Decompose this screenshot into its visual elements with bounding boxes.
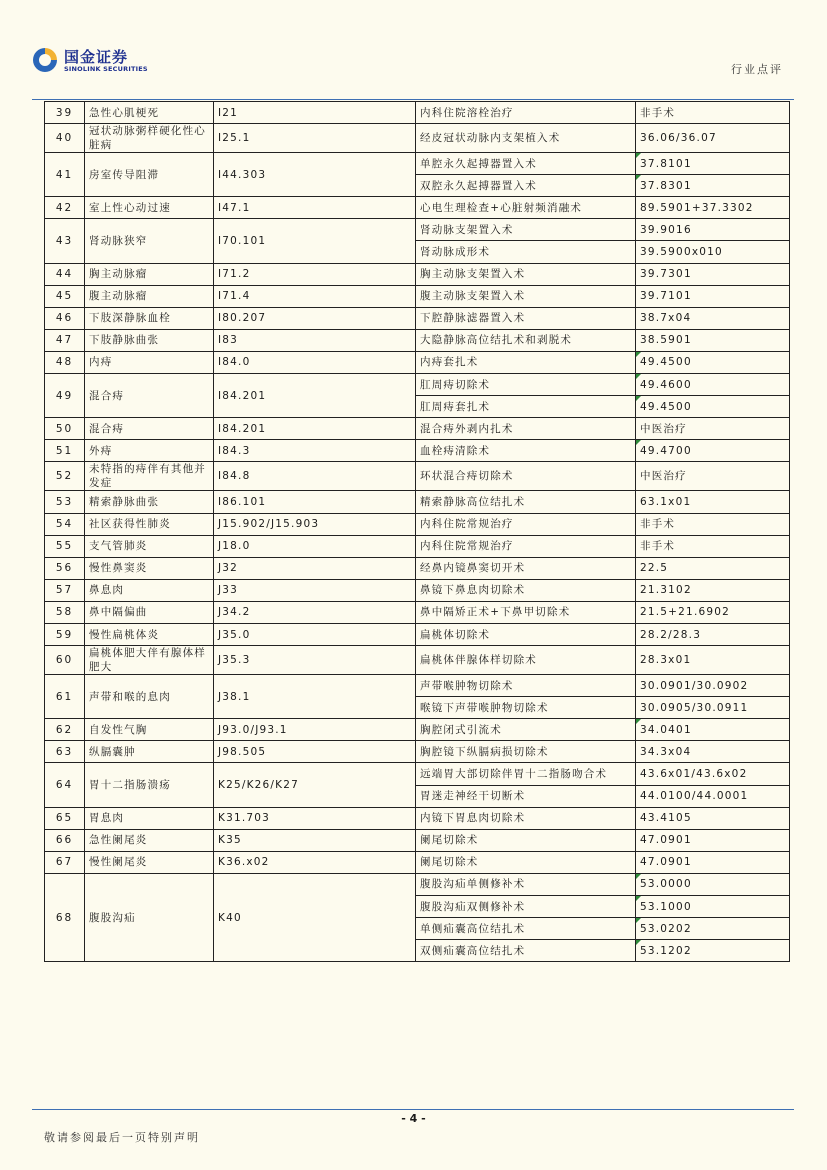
- procedure-cell: 内科住院常规治疗: [416, 535, 636, 557]
- procedure-cell: 扁桃体伴腺体样切除术: [416, 646, 636, 675]
- procedure-code-cell: 47.0901: [636, 851, 790, 873]
- procedure-code-cell: 38.5901: [636, 329, 790, 351]
- icd-code-cell: J35.3: [214, 646, 416, 675]
- row-number-cell: 62: [45, 719, 85, 741]
- disease-cell: 混合痔: [85, 374, 214, 418]
- procedure-code-cell: 44.0100/44.0001: [636, 785, 790, 807]
- icd-code-cell: J15.902/J15.903: [214, 513, 416, 535]
- icd-code-cell: I86.101: [214, 491, 416, 513]
- table-row: [45, 418, 790, 440]
- procedure-code-cell: 37.8101: [636, 153, 790, 175]
- procedure-code-cell: 21.3102: [636, 579, 790, 601]
- table-row: [45, 197, 790, 219]
- disease-cell: 慢性鼻窦炎: [85, 557, 214, 579]
- disease-cell: 肾动脉狭窄: [85, 219, 214, 263]
- disease-cell: 下肢深静脉血栓: [85, 307, 214, 329]
- disease-cell: 声带和喉的息肉: [85, 675, 214, 719]
- procedure-code-cell: 30.0901/30.0902: [636, 675, 790, 697]
- icd-code-cell: K40: [214, 873, 416, 961]
- disease-cell: 自发性气胸: [85, 719, 214, 741]
- procedure-cell: 内科住院溶栓治疗: [416, 102, 636, 124]
- table-row: [45, 440, 790, 462]
- procedure-cell: 声带喉肿物切除术: [416, 675, 636, 697]
- procedure-code-cell: 28.2/28.3: [636, 623, 790, 645]
- procedure-cell: 胸腔闭式引流术: [416, 719, 636, 741]
- procedure-code-cell: 53.1202: [636, 940, 790, 962]
- icd-code-cell: I83: [214, 329, 416, 351]
- disease-cell: 慢性阑尾炎: [85, 851, 214, 873]
- row-number-cell: 63: [45, 741, 85, 763]
- procedure-cell: 腹主动脉支架置入术: [416, 285, 636, 307]
- table-row: [45, 351, 790, 373]
- procedure-cell: 双腔永久起搏器置入术: [416, 175, 636, 197]
- procedure-code-cell: 30.0905/30.0911: [636, 697, 790, 719]
- procedure-code-cell: 36.06/36.07: [636, 124, 790, 153]
- table-row: [45, 329, 790, 351]
- procedure-cell: 经皮冠状动脉内支架植入术: [416, 124, 636, 153]
- procedure-code-cell: 43.4105: [636, 807, 790, 829]
- disease-cell: 鼻中隔偏曲: [85, 601, 214, 623]
- disease-cell: 社区获得性肺炎: [85, 513, 214, 535]
- row-number-cell: 47: [45, 329, 85, 351]
- row-number-cell: 45: [45, 285, 85, 307]
- disease-procedure-table: [44, 101, 790, 962]
- procedure-cell: 胃迷走神经干切断术: [416, 785, 636, 807]
- procedure-code-cell: 89.5901+37.3302: [636, 197, 790, 219]
- icd-code-cell: J34.2: [214, 601, 416, 623]
- icd-code-cell: J32: [214, 557, 416, 579]
- row-number-cell: 53: [45, 491, 85, 513]
- header-divider: [32, 99, 794, 100]
- row-number-cell: 40: [45, 124, 85, 153]
- disease-cell: 鼻息肉: [85, 579, 214, 601]
- icd-code-cell: I70.101: [214, 219, 416, 263]
- procedure-cell: 经鼻内镜鼻窦切开术: [416, 557, 636, 579]
- row-number-cell: 50: [45, 418, 85, 440]
- row-number-cell: 66: [45, 829, 85, 851]
- procedure-code-cell: 21.5+21.6902: [636, 601, 790, 623]
- procedure-cell: 内痔套扎术: [416, 351, 636, 373]
- row-number-cell: 46: [45, 307, 85, 329]
- procedure-code-cell: 47.0901: [636, 829, 790, 851]
- table-row: [45, 491, 790, 513]
- procedure-cell: 环状混合痔切除术: [416, 462, 636, 491]
- procedure-code-cell: 28.3x01: [636, 646, 790, 675]
- icd-code-cell: I71.2: [214, 263, 416, 285]
- procedure-code-cell: 53.0000: [636, 873, 790, 895]
- table-row: [45, 675, 790, 697]
- procedure-cell: 内科住院常规治疗: [416, 513, 636, 535]
- logo-english-name: SINOLINK SECURITIES: [64, 65, 148, 73]
- disease-cell: 房室传导阻滞: [85, 153, 214, 197]
- icd-code-cell: I21: [214, 102, 416, 124]
- disease-cell: 支气管肺炎: [85, 535, 214, 557]
- disease-cell: 下肢静脉曲张: [85, 329, 214, 351]
- row-number-cell: 64: [45, 763, 85, 807]
- table-row: [45, 374, 790, 396]
- row-number-cell: 58: [45, 601, 85, 623]
- icd-code-cell: I84.3: [214, 440, 416, 462]
- table-row: [45, 601, 790, 623]
- icd-code-cell: I47.1: [214, 197, 416, 219]
- procedure-cell: 心电生理检查+心脏射频消融术: [416, 197, 636, 219]
- icd-code-cell: J18.0: [214, 535, 416, 557]
- row-number-cell: 57: [45, 579, 85, 601]
- procedure-code-cell: 63.1x01: [636, 491, 790, 513]
- disease-cell: 腹股沟疝: [85, 873, 214, 961]
- icd-code-cell: K36.x02: [214, 851, 416, 873]
- procedure-cell: 单侧疝囊高位结扎术: [416, 918, 636, 940]
- table-row: [45, 124, 790, 153]
- table-row: [45, 763, 790, 785]
- table-row: [45, 741, 790, 763]
- procedure-cell: 阑尾切除术: [416, 851, 636, 873]
- procedure-cell: 喉镜下声带喉肿物切除术: [416, 697, 636, 719]
- table-row: [45, 535, 790, 557]
- table-row: [45, 263, 790, 285]
- row-number-cell: 43: [45, 219, 85, 263]
- procedure-cell: 血栓痔清除术: [416, 440, 636, 462]
- procedure-cell: 阑尾切除术: [416, 829, 636, 851]
- icd-code-cell: J93.0/J93.1: [214, 719, 416, 741]
- procedure-code-cell: 39.7101: [636, 285, 790, 307]
- icd-code-cell: I80.207: [214, 307, 416, 329]
- procedure-code-cell: 53.1000: [636, 896, 790, 918]
- procedure-cell: 肾动脉支架置入术: [416, 219, 636, 241]
- row-number-cell: 65: [45, 807, 85, 829]
- disease-cell: 腹主动脉瘤: [85, 285, 214, 307]
- disease-cell: 急性心肌梗死: [85, 102, 214, 124]
- procedure-cell: 内镜下胃息肉切除术: [416, 807, 636, 829]
- procedure-cell: 腹股沟疝单侧修补术: [416, 873, 636, 895]
- procedure-cell: 肛周痔切除术: [416, 374, 636, 396]
- disease-cell: 慢性扁桃体炎: [85, 623, 214, 645]
- disease-cell: 胃十二指肠溃疡: [85, 763, 214, 807]
- procedure-code-cell: 39.5900x010: [636, 241, 790, 263]
- table-row: [45, 646, 790, 675]
- procedure-cell: 腹股沟疝双侧修补术: [416, 896, 636, 918]
- table-row: [45, 579, 790, 601]
- icd-code-cell: J38.1: [214, 675, 416, 719]
- report-type: 行业点评: [731, 63, 783, 76]
- procedure-code-cell: 37.8301: [636, 175, 790, 197]
- icd-code-cell: I84.0: [214, 351, 416, 373]
- procedure-code-cell: 39.7301: [636, 263, 790, 285]
- procedure-cell: 胸主动脉支架置入术: [416, 263, 636, 285]
- procedure-cell: 鼻中隔矫正术+下鼻甲切除术: [416, 601, 636, 623]
- icd-code-cell: J98.505: [214, 741, 416, 763]
- icd-code-cell: I84.201: [214, 418, 416, 440]
- row-number-cell: 61: [45, 675, 85, 719]
- procedure-code-cell: 43.6x01/43.6x02: [636, 763, 790, 785]
- procedure-code-cell: 53.0202: [636, 918, 790, 940]
- disease-cell: 外痔: [85, 440, 214, 462]
- procedure-code-cell: 22.5: [636, 557, 790, 579]
- row-number-cell: 49: [45, 374, 85, 418]
- disease-cell: 胃息肉: [85, 807, 214, 829]
- row-number-cell: 41: [45, 153, 85, 197]
- procedure-cell: 肾动脉成形术: [416, 241, 636, 263]
- procedure-cell: 混合痔外剥内扎术: [416, 418, 636, 440]
- disease-cell: 急性阑尾炎: [85, 829, 214, 851]
- icd-code-cell: K35: [214, 829, 416, 851]
- procedure-code-cell: 34.0401: [636, 719, 790, 741]
- table-row: [45, 462, 790, 491]
- procedure-cell: 下腔静脉滤器置入术: [416, 307, 636, 329]
- table-row: [45, 623, 790, 645]
- logo-chinese-name: 国金证券: [64, 48, 129, 66]
- disease-cell: 混合痔: [85, 418, 214, 440]
- row-number-cell: 42: [45, 197, 85, 219]
- procedure-code-cell: 49.4500: [636, 396, 790, 418]
- row-number-cell: 54: [45, 513, 85, 535]
- table-row: [45, 285, 790, 307]
- row-number-cell: 39: [45, 102, 85, 124]
- procedure-cell: 胸腔镜下纵膈病损切除术: [416, 741, 636, 763]
- procedure-code-cell: 49.4700: [636, 440, 790, 462]
- procedure-code-cell: 39.9016: [636, 219, 790, 241]
- procedure-code-cell: 49.4600: [636, 374, 790, 396]
- disease-cell: 内痔: [85, 351, 214, 373]
- icd-code-cell: I71.4: [214, 285, 416, 307]
- procedure-cell: 肛周痔套扎术: [416, 396, 636, 418]
- table-row: [45, 719, 790, 741]
- procedure-cell: 双侧疝囊高位结扎术: [416, 940, 636, 962]
- procedure-cell: 远端胃大部切除伴胃十二指肠吻合术: [416, 763, 636, 785]
- table-row: [45, 307, 790, 329]
- icd-code-cell: J35.0: [214, 623, 416, 645]
- table-row: [45, 102, 790, 124]
- procedure-cell: 大隐静脉高位结扎术和剥脱术: [416, 329, 636, 351]
- logo-mark-icon: [32, 47, 58, 73]
- table-row: [45, 557, 790, 579]
- procedure-cell: 扁桃体切除术: [416, 623, 636, 645]
- footer-divider: [32, 1109, 794, 1110]
- row-number-cell: 56: [45, 557, 85, 579]
- icd-code-cell: J33: [214, 579, 416, 601]
- table-row: [45, 829, 790, 851]
- table-row: [45, 153, 790, 175]
- procedure-code-cell: 34.3x04: [636, 741, 790, 763]
- row-number-cell: 51: [45, 440, 85, 462]
- procedure-cell: 鼻镜下鼻息肉切除术: [416, 579, 636, 601]
- disclaimer: 敬请参阅最后一页特别声明: [44, 1131, 200, 1144]
- procedure-cell: 单腔永久起搏器置入术: [416, 153, 636, 175]
- disease-cell: 室上性心动过速: [85, 197, 214, 219]
- row-number-cell: 59: [45, 623, 85, 645]
- disease-cell: 胸主动脉瘤: [85, 263, 214, 285]
- row-number-cell: 55: [45, 535, 85, 557]
- disease-cell: 纵膈囊肿: [85, 741, 214, 763]
- procedure-code-cell: 非手术: [636, 535, 790, 557]
- icd-code-cell: K31.703: [214, 807, 416, 829]
- icd-code-cell: I25.1: [214, 124, 416, 153]
- row-number-cell: 52: [45, 462, 85, 491]
- procedure-code-cell: 49.4500: [636, 351, 790, 373]
- icd-code-cell: K25/K26/K27: [214, 763, 416, 807]
- icd-code-cell: I84.201: [214, 374, 416, 418]
- table-row: [45, 513, 790, 535]
- page-number: - 4 -: [401, 1112, 426, 1125]
- procedure-code-cell: 非手术: [636, 513, 790, 535]
- row-number-cell: 60: [45, 646, 85, 675]
- row-number-cell: 68: [45, 873, 85, 961]
- row-number-cell: 44: [45, 263, 85, 285]
- disease-cell: 未特指的痔伴有其他并发症: [85, 462, 214, 491]
- procedure-code-cell: 38.7x04: [636, 307, 790, 329]
- row-number-cell: 48: [45, 351, 85, 373]
- disease-cell: 精索静脉曲张: [85, 491, 214, 513]
- procedure-code-cell: 中医治疗: [636, 462, 790, 491]
- table-row: [45, 219, 790, 241]
- icd-code-cell: I84.8: [214, 462, 416, 491]
- row-number-cell: 67: [45, 851, 85, 873]
- table-row: [45, 873, 790, 895]
- procedure-code-cell: 中医治疗: [636, 418, 790, 440]
- procedure-cell: 精索静脉高位结扎术: [416, 491, 636, 513]
- table-row: [45, 851, 790, 873]
- icd-code-cell: I44.303: [214, 153, 416, 197]
- table-row: [45, 807, 790, 829]
- procedure-code-cell: 非手术: [636, 102, 790, 124]
- disease-cell: 扁桃体肥大伴有腺体样肥大: [85, 646, 214, 675]
- disease-cell: 冠状动脉粥样硬化性心脏病: [85, 124, 214, 153]
